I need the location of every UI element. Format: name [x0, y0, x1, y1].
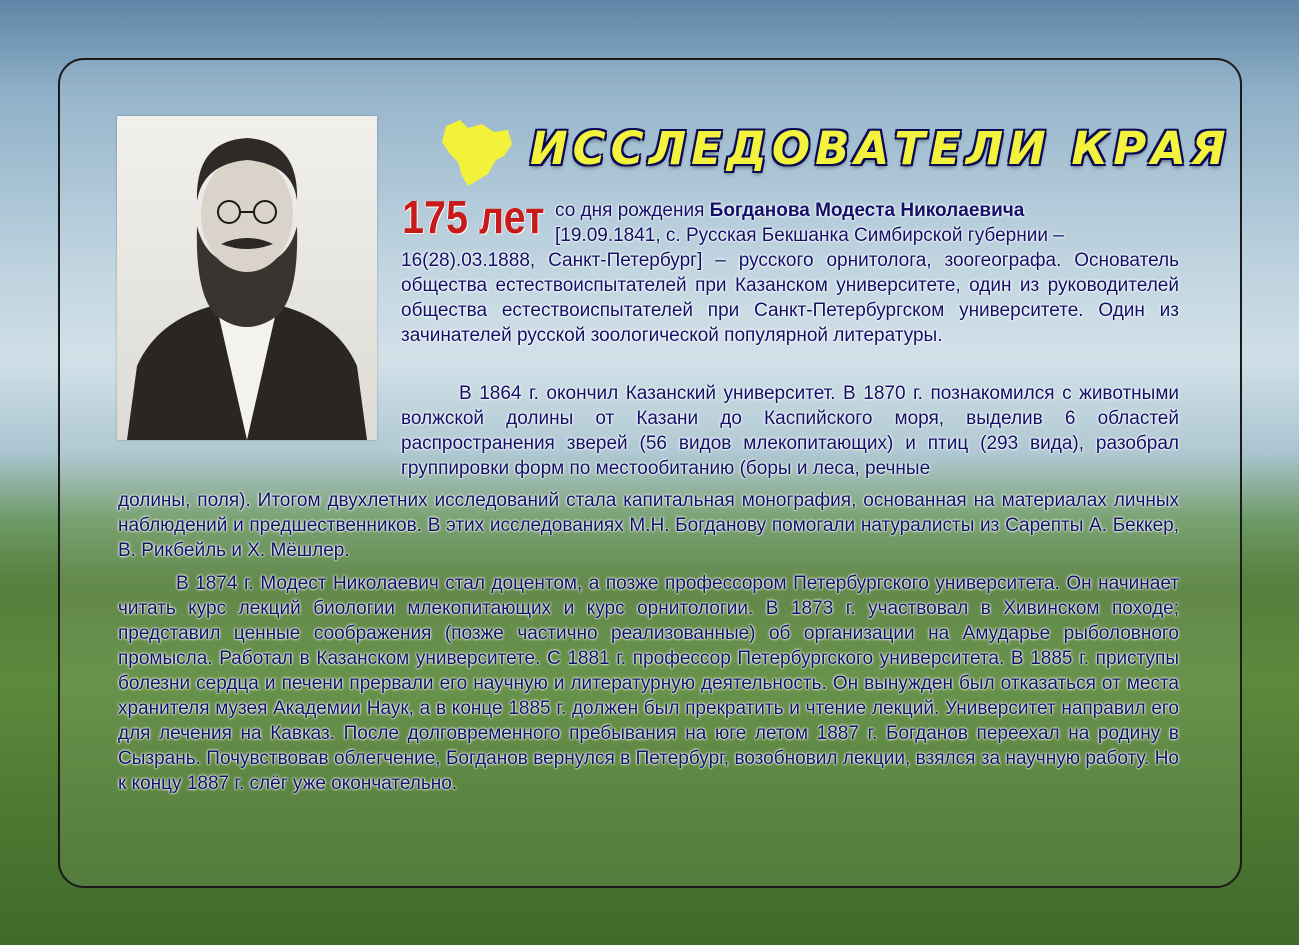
- paragraph-3: В 1874 г. Модест Николаевич стал доцентом, а позже профессором Петербургского университета. Он начинает читать курс лекций биологии млекопитающих и курс орнитологии. В 1873 г. участвовал в Хивинском походе; представил ценные соображения (позже частично реализованные) об организации на Амударье рыболовного промысла. Работал в Казанском университете. С 1881 г. профессор Петербургского университета. В 1885 г. приступы болезни сердца и печени прервали его научную и литературную деятельность. Он вынужден был отказаться от места хранителя музея Академии Наук, а в конце 1885 г. должен был прекратить и чтение лекций. Университет направил его для лечения на Кавказ. После долговременного пребывания на юге летом 1887 г. Богданов переехал на родину в Сызрань. Почувствовав облегчение, Богданов вернулся в Петербург, возобновил лекции, взялся за научную работу. Но к концу 1887 г. слёг уже окончательно.: [118, 573, 1179, 794]
- intro-lead: со дня рождения: [555, 200, 710, 221]
- anniversary-label: 175 лет: [402, 191, 545, 243]
- paragraph-2-bottom: долины, поля). Итогом двухлетних исследований стала капитальная монография, основанная на материалах личных наблюдений и предшественников. В этих исследованиях М.Н. Богданову помогали натуралисты из Сарепты А. Беккер, В. Рикбейль и Х. Мёшлер.: [118, 490, 1179, 561]
- page-title: ИССЛЕДОВАТЕЛИ КРАЯ: [530, 122, 1231, 175]
- paragraph-2-top: В 1864 г. окончил Казанский университет. В 1870 г. познакомился с животными волжской долины от Казани до Каспийского моря, выделив 6 областей распространения зверей (56 видов млекопитающих) и птиц (293 вида), разобрал группировки форм по местообитанию (боры и леса, речные: [401, 383, 1179, 479]
- region-map-icon: [438, 116, 516, 188]
- intro-dates: [19.09.1841, с. Русская Бекшанка Симбирской губернии –: [555, 225, 1064, 246]
- person-name: Богданова Модеста Николаевича: [709, 200, 1025, 221]
- intro-text: [555, 198, 1179, 248]
- portrait-photo: [117, 116, 377, 440]
- intro-paragraph: 16(28).03.1888, Санкт-Петербург] – русского орнитолога, зоогеографа. Основатель общества естествоиспытателей при Казанском университете, один из руководителей общества естествоиспытателей при Санкт-Петербургском университете. Один из зачинателей русской зоологической популярной литературы.: [401, 250, 1179, 346]
- region-map-shape: [442, 120, 512, 186]
